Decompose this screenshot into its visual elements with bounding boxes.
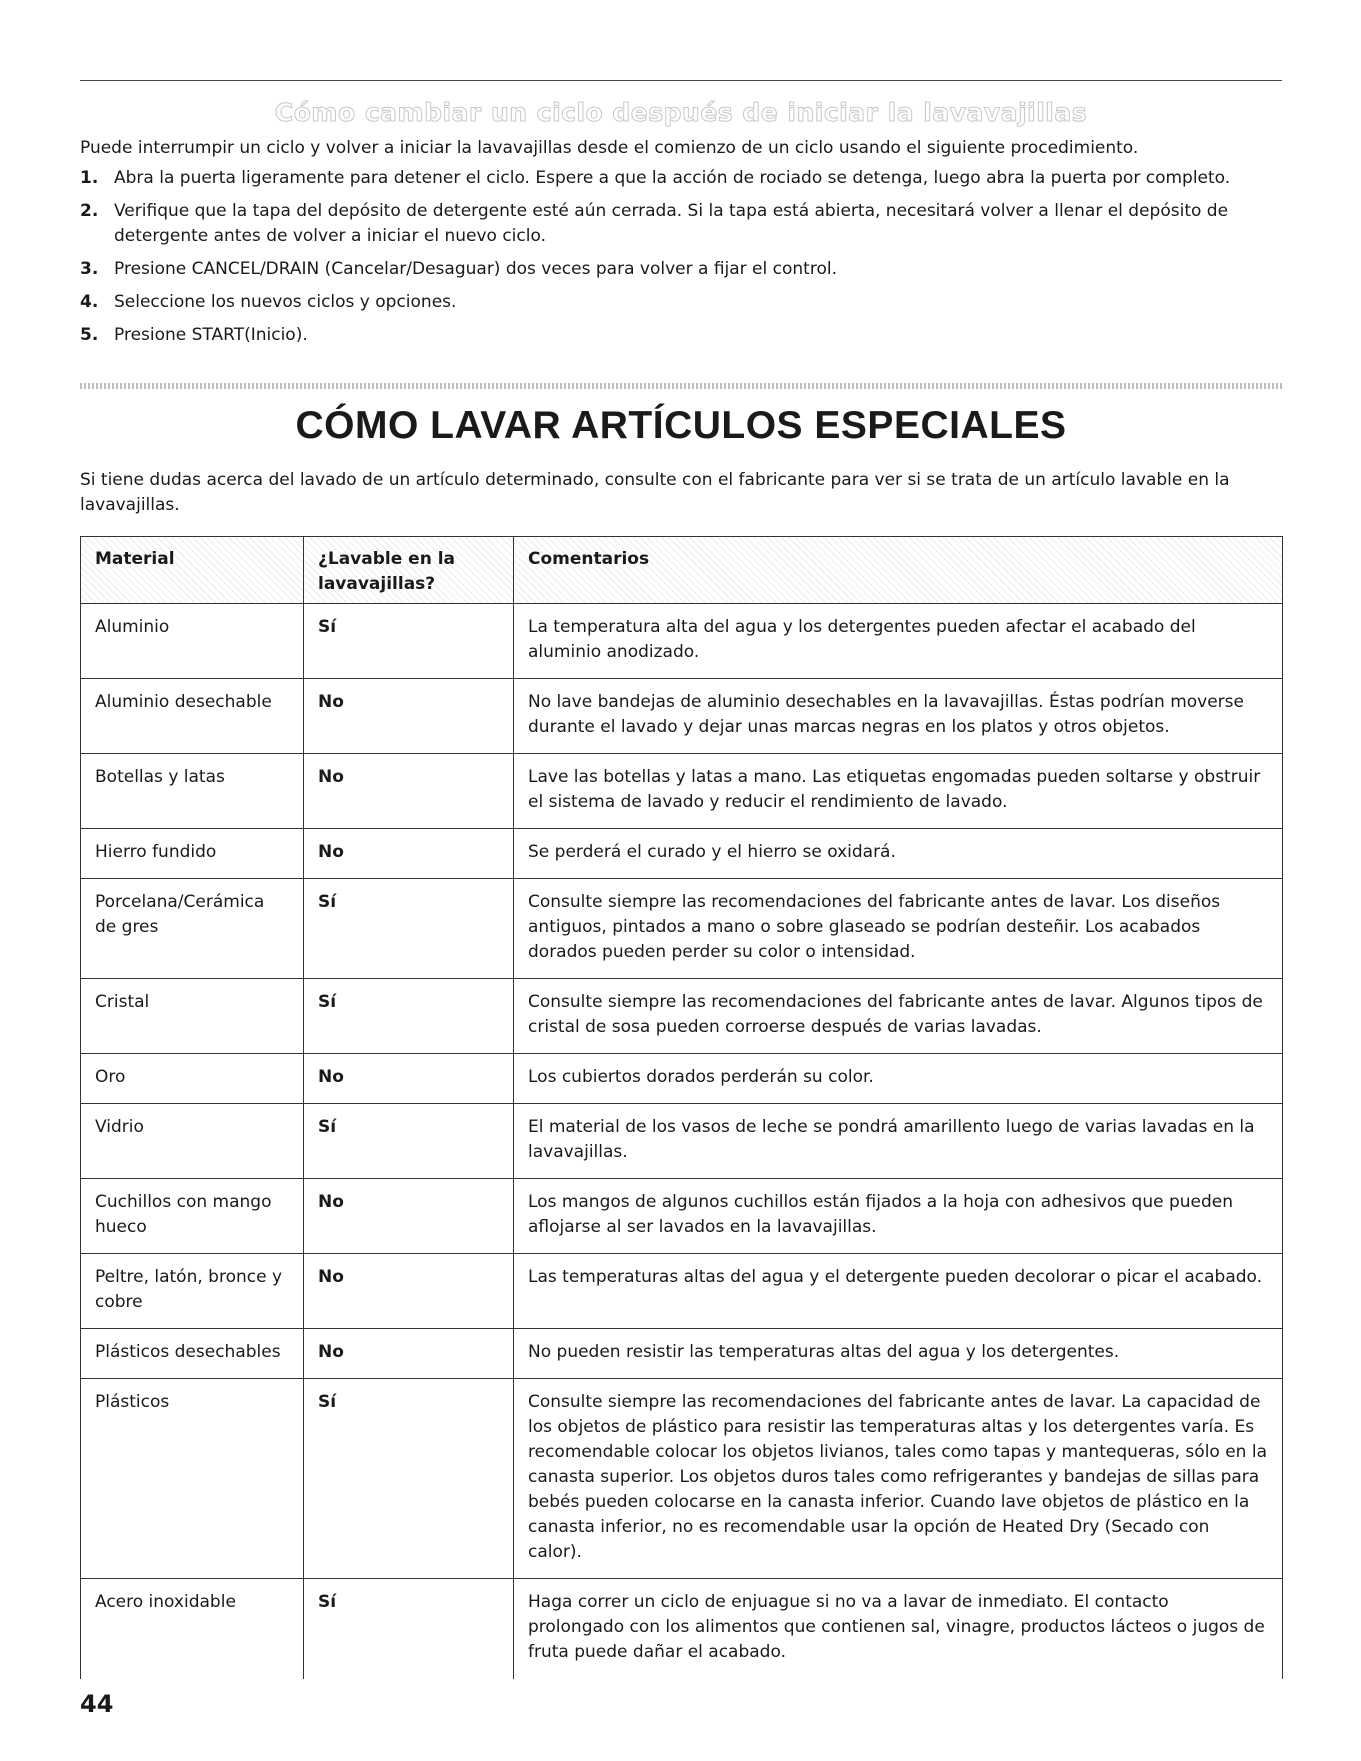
material-cell: Plásticos desechables — [81, 1329, 304, 1379]
step-item — [80, 166, 1282, 191]
step-text: Verifique que la tapa del depósito de detergente esté aún cerrada. Si la tapa está abierta, necesitará volver a llenar el depósito de detergente antes de volver a iniciar el nuevo ciclo. — [114, 201, 1229, 246]
table-row — [81, 1329, 1283, 1379]
section-intro: Puede interrumpir un ciclo y volver a iniciar la lavavajillas desde el comienzo de un ciclo usando el siguiente procedimiento. — [80, 138, 1139, 158]
material-cell: Porcelana/Cerámica de gres — [81, 879, 304, 979]
material-cell: Peltre, latón, bronce y cobre — [81, 1254, 304, 1329]
table-row — [81, 604, 1283, 679]
material-cell: Hierro fundido — [81, 829, 304, 879]
material-cell: Botellas y latas — [81, 754, 304, 829]
material-cell: Plásticos — [81, 1379, 304, 1579]
procedure-steps — [80, 166, 1282, 356]
washable-cell: No — [304, 1179, 514, 1254]
step-item — [80, 257, 1282, 282]
materials-table — [80, 536, 1283, 1679]
comment-cell: No pueden resistir las temperaturas altas del agua y los detergentes. — [514, 1329, 1283, 1379]
step-number: 2. — [80, 201, 99, 221]
table-row — [81, 1579, 1283, 1680]
header-material: Material — [81, 537, 304, 604]
material-cell: Oro — [81, 1054, 304, 1104]
table-row — [81, 1179, 1283, 1254]
washable-cell: No — [304, 1329, 514, 1379]
main-intro: Si tiene dudas acerca del lavado de un artículo determinado, consulte con el fabricante para ver si se trata de un artículo lavable en la lavavajillas. — [80, 470, 1230, 515]
header-washable: ¿Lavable en la lavavajillas? — [304, 537, 514, 604]
divider — [80, 383, 1282, 389]
step-text: Abra la puerta ligeramente para detener el ciclo. Espere a que la acción de rociado se detenga, luego abra la puerta por completo. — [114, 168, 1231, 188]
table-row — [81, 1054, 1283, 1104]
page-number: 44 — [80, 1690, 114, 1718]
table-row — [81, 1254, 1283, 1329]
table-row — [81, 679, 1283, 754]
material-cell: Vidrio — [81, 1104, 304, 1179]
step-number: 3. — [80, 259, 99, 279]
comment-cell: Se perderá el curado y el hierro se oxidará. — [514, 829, 1283, 879]
washable-cell: No — [304, 754, 514, 829]
washable-cell: Sí — [304, 1104, 514, 1179]
material-cell: Aluminio — [81, 604, 304, 679]
comment-cell: Las temperaturas altas del agua y el detergente pueden decolorar o picar el acabado. — [514, 1254, 1283, 1329]
material-cell: Cristal — [81, 979, 304, 1054]
step-item — [80, 290, 1282, 315]
washable-cell: No — [304, 679, 514, 754]
washable-cell: No — [304, 1254, 514, 1329]
material-cell: Aluminio desechable — [81, 679, 304, 754]
comment-cell: Lave las botellas y latas a mano. Las etiquetas engomadas pueden soltarse y obstruir el sistema de lavado y reducir el rendimiento de lavado. — [514, 754, 1283, 829]
washable-cell: Sí — [304, 879, 514, 979]
washable-cell: Sí — [304, 979, 514, 1054]
table-row — [81, 1379, 1283, 1579]
step-item — [80, 199, 1282, 249]
comment-cell: Haga correr un ciclo de enjuague si no va a lavar de inmediato. El contacto prolongado con los alimentos que contienen sal, vinagre, productos lácteos o jugos de fruta puede dañar el acabado. — [514, 1579, 1283, 1680]
material-cell: Cuchillos con mango hueco — [81, 1179, 304, 1254]
table-row — [81, 829, 1283, 879]
top-rule — [80, 80, 1282, 81]
step-item — [80, 323, 1282, 348]
comment-cell: Consulte siempre las recomendaciones del fabricante antes de lavar. Algunos tipos de cristal de sosa pueden corroerse después de varias lavadas. — [514, 979, 1283, 1054]
comment-cell: El material de los vasos de leche se pondrá amarillento luego de varias lavadas en la lavavajillas. — [514, 1104, 1283, 1179]
table-row — [81, 754, 1283, 829]
step-number: 1. — [80, 168, 99, 188]
step-text: Presione START(Inicio). — [114, 325, 308, 345]
step-text: Presione CANCEL/DRAIN (Cancelar/Desaguar) dos veces para volver a fijar el control. — [114, 259, 837, 279]
comment-cell: No lave bandejas de aluminio desechables en la lavavajillas. Éstas podrían moverse durante el lavado y dejar unas marcas negras en los platos y otros objetos. — [514, 679, 1283, 754]
washable-cell: Sí — [304, 604, 514, 679]
comment-cell: Consulte siempre las recomendaciones del fabricante antes de lavar. La capacidad de los objetos de plástico para resistir las temperaturas altas y los detergentes varía. Es recomendable colocar los objetos livianos, tales como tapas y mantequeras, sólo en la canasta superior. Los objetos duros tales como refrigerantes y bandejas de sillas para bebés pueden colocarse en la canasta inferior. Cuando lave objetos de plástico en la canasta inferior, no es recomendable usar la opción de Heated Dry (Secado con calor). — [514, 1379, 1283, 1579]
comment-cell: Los mangos de algunos cuchillos están fijados a la hoja con adhesivos que pueden aflojarse al ser lavados en la lavavajillas. — [514, 1179, 1283, 1254]
comment-cell: Los cubiertos dorados perderán su color. — [514, 1054, 1283, 1104]
header-comments: Comentarios — [514, 537, 1283, 604]
washable-cell: Sí — [304, 1579, 514, 1680]
washable-cell: No — [304, 1054, 514, 1104]
table-row — [81, 1104, 1283, 1179]
washable-cell: No — [304, 829, 514, 879]
main-title: CÓMO LAVAR ARTÍCULOS ESPECIALES — [295, 404, 1067, 447]
washable-cell: Sí — [304, 1379, 514, 1579]
comment-cell: Consulte siempre las recomendaciones del fabricante antes de lavar. Los diseños antiguos, pintados a mano o sobre glaseado se podrían desteñir. Los acabados dorados pueden perder su color o intensidad. — [514, 879, 1283, 979]
step-number: 5. — [80, 325, 99, 345]
section-heading: Cómo cambiar un ciclo después de iniciar la lavavajillas — [274, 98, 1088, 127]
table-row — [81, 879, 1283, 979]
comment-cell: La temperatura alta del agua y los detergentes pueden afectar el acabado del aluminio anodizado. — [514, 604, 1283, 679]
table-header-row — [81, 537, 1283, 604]
step-text: Seleccione los nuevos ciclos y opciones. — [114, 292, 457, 312]
material-cell: Acero inoxidable — [81, 1579, 304, 1680]
step-number: 4. — [80, 292, 99, 312]
table-row — [81, 979, 1283, 1054]
